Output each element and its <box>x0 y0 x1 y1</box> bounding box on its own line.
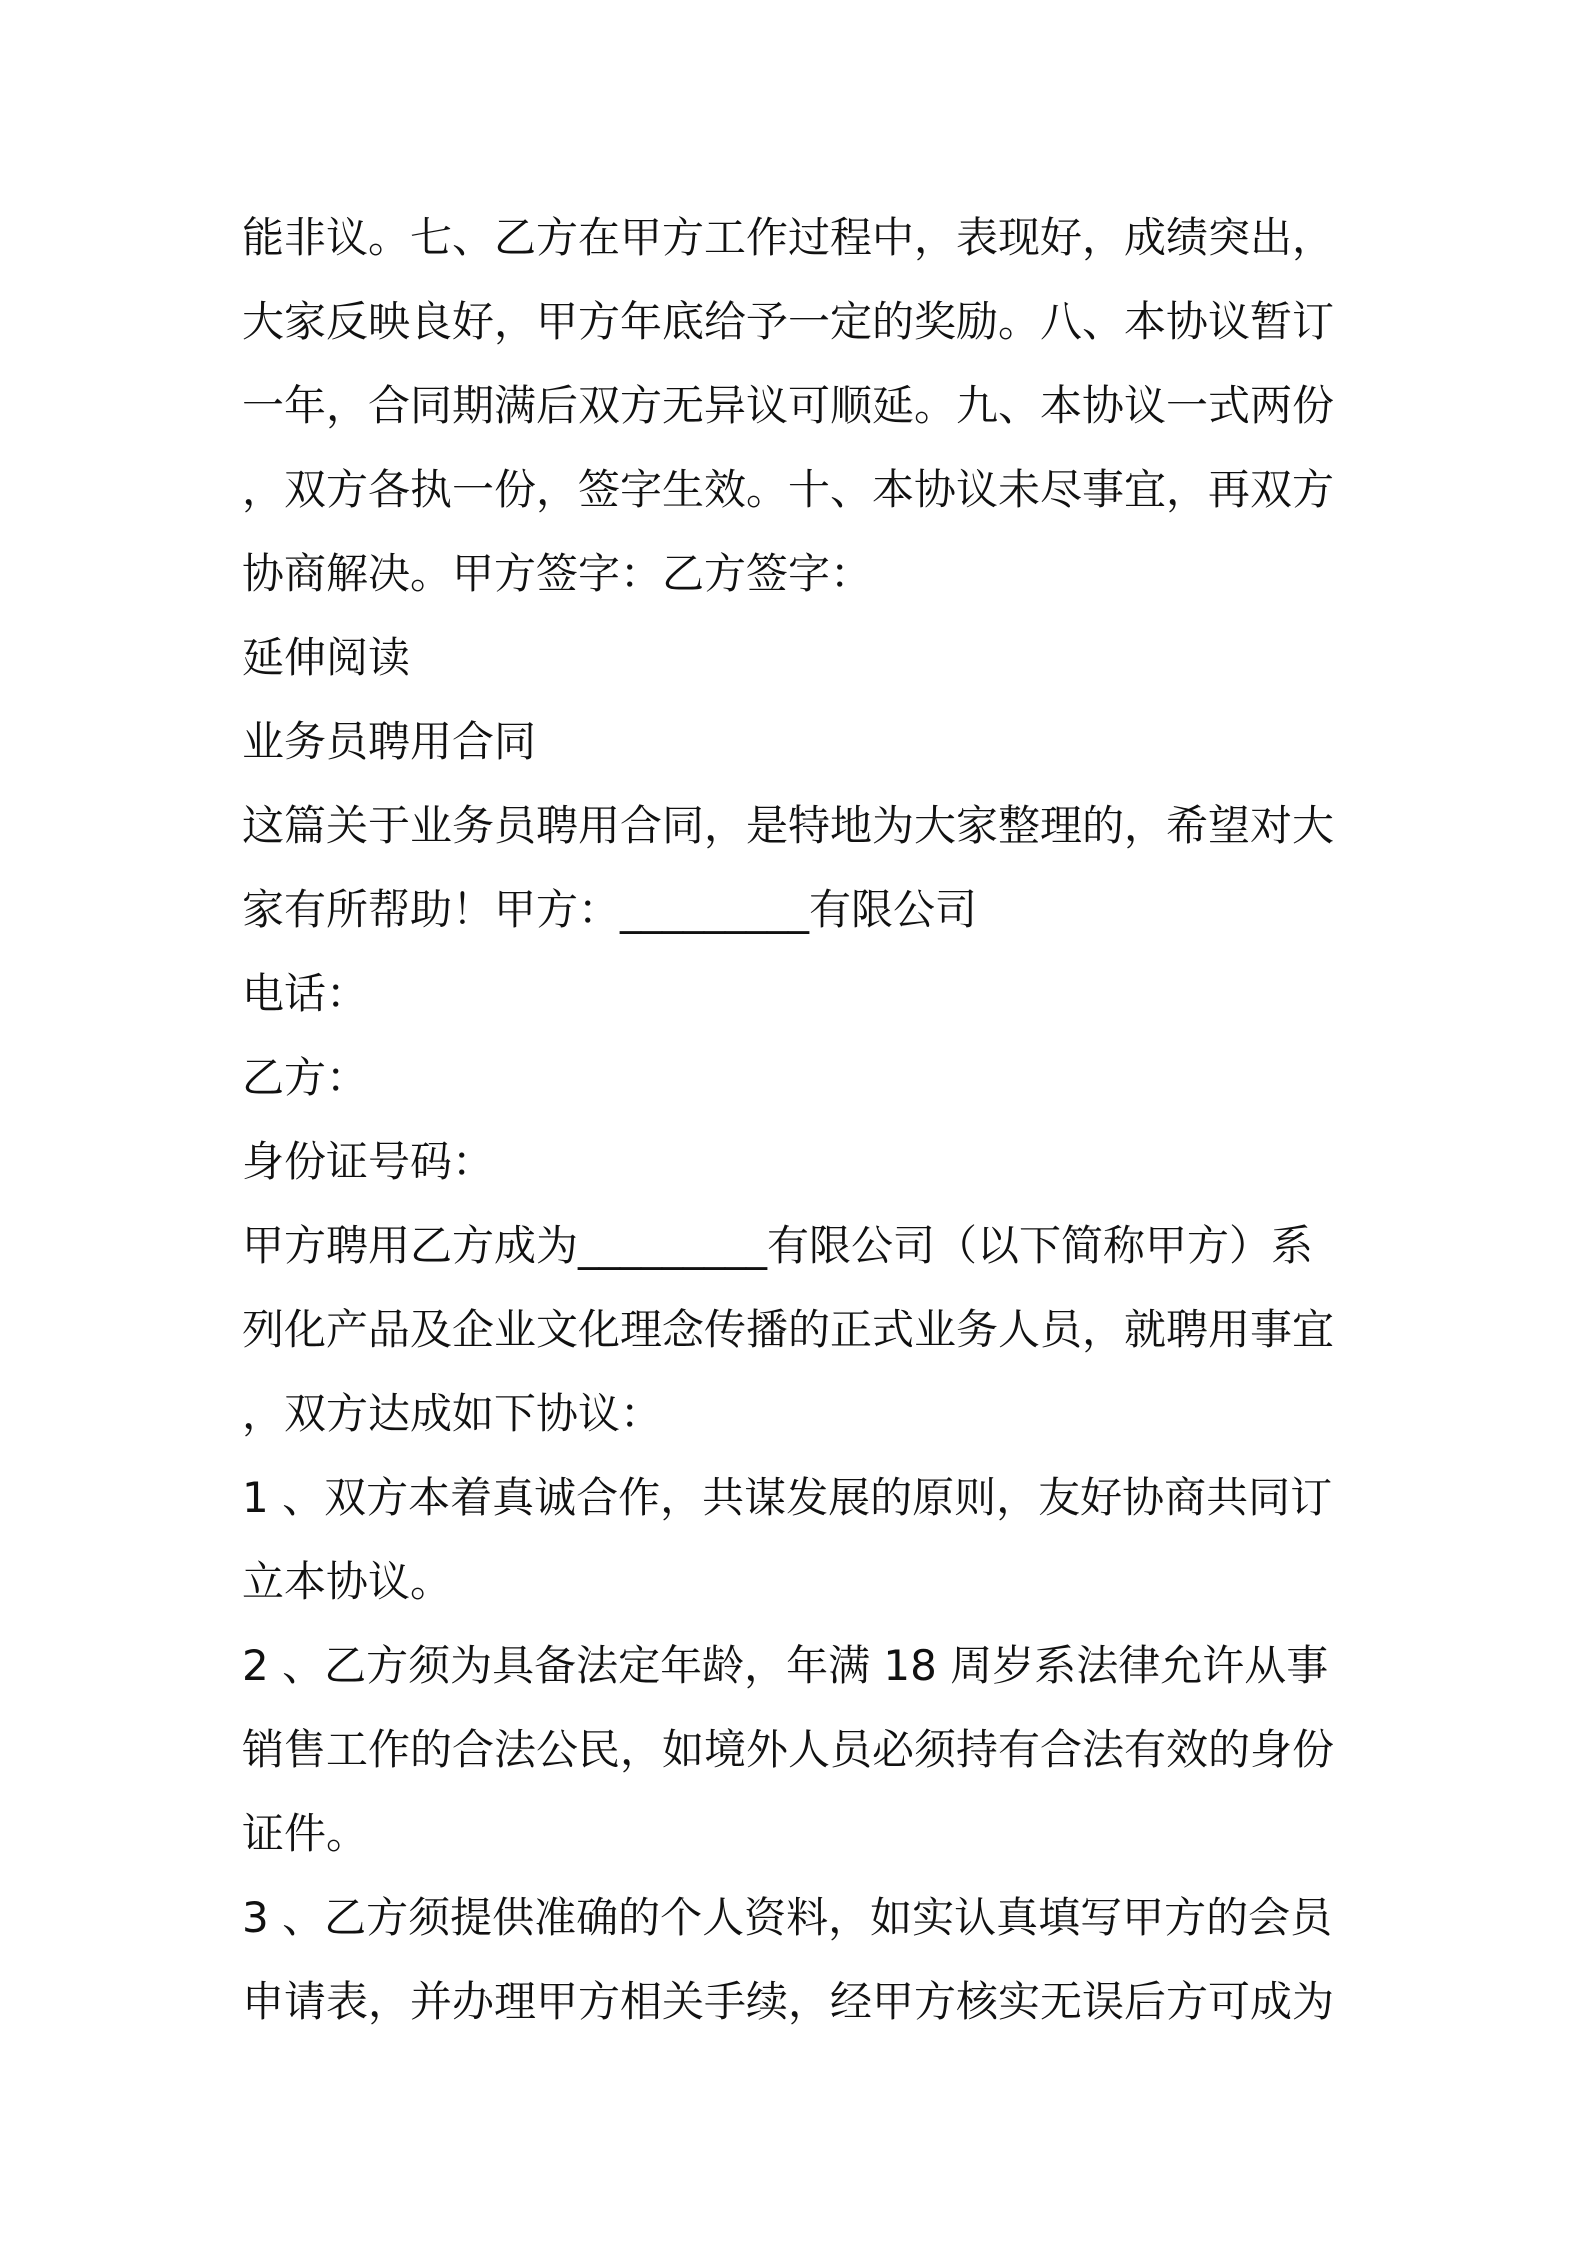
text-line: ，双方各执一份，签字生效。十、本协议未尽事宜，再双方 <box>242 465 1335 514</box>
document-title: 业务员聘用合同 <box>242 717 537 766</box>
id-number-label: 身份证号码： <box>242 1137 495 1186</box>
text-line: ，双方达成如下协议： <box>242 1389 663 1438</box>
clause-3: 3 、乙方须提供准确的个人资料，如实认真填写甲方的会员 <box>242 1893 1333 1942</box>
text-line: 立本协议。 <box>242 1557 453 1606</box>
text-line: 甲方聘用乙方成为_________有限公司（以下简称甲方）系 <box>242 1221 1314 1270</box>
clause-1: 1 、双方本着真诚合作，共谋发展的原则，友好协商共同订 <box>242 1473 1333 1522</box>
phone-field-label: 电话： <box>242 969 369 1018</box>
text-line: 能非议。七、乙方在甲方工作过程中，表现好，成绩突出， <box>242 213 1335 262</box>
text-line: 列化产品及企业文化理念传播的正式业务人员，就聘用事宜 <box>242 1305 1335 1354</box>
clause-2: 2 、乙方须为具备法定年龄，年满 18 周岁系法律允许从事 <box>242 1641 1329 1690</box>
text-line: 证件。 <box>242 1809 369 1858</box>
text-line: 家有所帮助！甲方：_________有限公司 <box>242 885 978 934</box>
text-line: 这篇关于业务员聘用合同，是特地为大家整理的，希望对大 <box>242 801 1335 850</box>
text-line: 协商解决。甲方签字：乙方签字： <box>242 549 873 598</box>
party-b-label: 乙方： <box>242 1053 369 1102</box>
text-line: 销售工作的合法公民，如境外人员必须持有合法有效的身份 <box>242 1725 1335 1774</box>
text-line: 申请表，并办理甲方相关手续，经甲方核实无误后方可成为 <box>242 1977 1335 2026</box>
text-line: 一年，合同期满后双方无异议可顺延。九、本协议一式两份 <box>242 381 1335 430</box>
text-line: 大家反映良好，甲方年底给予一定的奖励。八、本协议暂订 <box>242 297 1335 346</box>
section-heading: 延伸阅读 <box>242 633 411 682</box>
document-body <box>242 196 1362 2044</box>
